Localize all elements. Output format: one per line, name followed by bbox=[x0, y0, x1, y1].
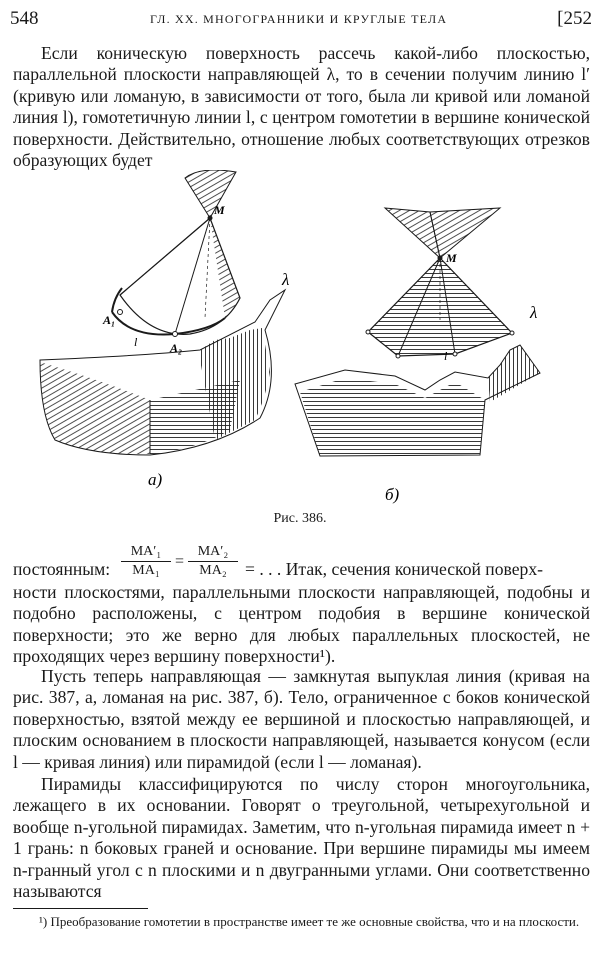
fraction-2-numerator: MA′₂ bbox=[188, 544, 238, 562]
label-b-panel: б) bbox=[385, 485, 400, 504]
label-a-l: l bbox=[134, 335, 138, 349]
page-number: 548 bbox=[10, 8, 39, 29]
fraction-1-numerator: MA′₁ bbox=[121, 544, 171, 562]
figure-386 bbox=[0, 170, 600, 510]
footnote: ¹) Преобразование гомотетии в пространстве имеет те же основные свойства, что и на плоскости. bbox=[39, 914, 580, 929]
label-b-lambda: λ bbox=[530, 303, 538, 322]
section-number: [252 bbox=[557, 8, 592, 29]
formula-tail-text: = . . . Итак, сечения конической поверх- bbox=[245, 559, 543, 579]
cone-a-upper-nappe bbox=[185, 170, 236, 218]
fraction-2 bbox=[188, 544, 238, 579]
footnote-rule bbox=[13, 908, 148, 909]
label-b-M: M bbox=[446, 251, 457, 265]
label-a-M: M bbox=[214, 203, 225, 217]
cone-a-shaded-side bbox=[210, 218, 240, 318]
label-a-lambda: λ bbox=[282, 270, 290, 289]
page-header bbox=[10, 8, 592, 32]
paragraph-3: Пусть теперь направляющая — замкнутая выпуклая линия (кривая на рис. 387, а, ломаная на рис. 387, б). Тело, ограниченное с боков конической поверхностью, взятой между ее вершиной и плоскостью направляющей, и плоским основанием в плоскости направляющей, называется конусом (если l — кривая линия) или пирамидой (если l — ломаная). bbox=[13, 666, 590, 772]
label-a-A2: A₂ bbox=[170, 341, 183, 355]
paragraph-2: ности плоскостями, параллельными плоскости направляющей, подобны и подобно расположены, с центром подобия в вершине конической поверхности; это же верно для любых параллельных плоскостей, не проходящих через вершину поверхности¹). bbox=[13, 582, 590, 667]
fraction-1 bbox=[121, 544, 171, 579]
guide-curve-a bbox=[112, 312, 225, 335]
label-a-panel: a) bbox=[148, 470, 163, 489]
paragraph-4: Пирамиды классифицируются по числу сторон многоугольника, лежащего в их основании. Говорят о треугольной, четырехугольной и вообще n-угольной пирамидах. Заметим, что n-угольная пирамида имеет n + 1 грань: n боковых граней и основание. При вершине пирамиды мы имеем n-гранный угол с n плоскими и n двугранными углами. Они соответственно называются bbox=[13, 774, 590, 902]
paragraph-1: Если коническую поверхность рассечь какой-либо плоскостью, параллельной плоскости направляющей λ, то в сечении получим линию l′ (кривую или ломаную, в зависимости от того, была ли кривой или ломаной линия l), гомотетичную линии l, с центром гомотетии в вершине конической поверхности. Действительно, отношение любых соответствующих отрезков образующих будет bbox=[13, 43, 590, 171]
fraction-1-denominator: MA₁ bbox=[132, 563, 160, 578]
formula-line bbox=[13, 544, 590, 580]
label-a-A1: A₁ bbox=[103, 313, 116, 327]
figure-panel-b bbox=[295, 208, 540, 504]
fraction-2-denominator: MA₂ bbox=[199, 563, 227, 578]
running-title: ГЛ. XX. МНОГОГРАННИКИ И КРУГЛЫЕ ТЕЛА bbox=[150, 12, 448, 26]
label-b-l: l bbox=[444, 349, 448, 363]
equals-sign: = bbox=[175, 553, 185, 570]
figure-panel-a bbox=[40, 170, 289, 489]
formula-lead-word: постоянным: bbox=[13, 559, 111, 579]
figure-caption: Рис. 386. bbox=[273, 511, 327, 526]
